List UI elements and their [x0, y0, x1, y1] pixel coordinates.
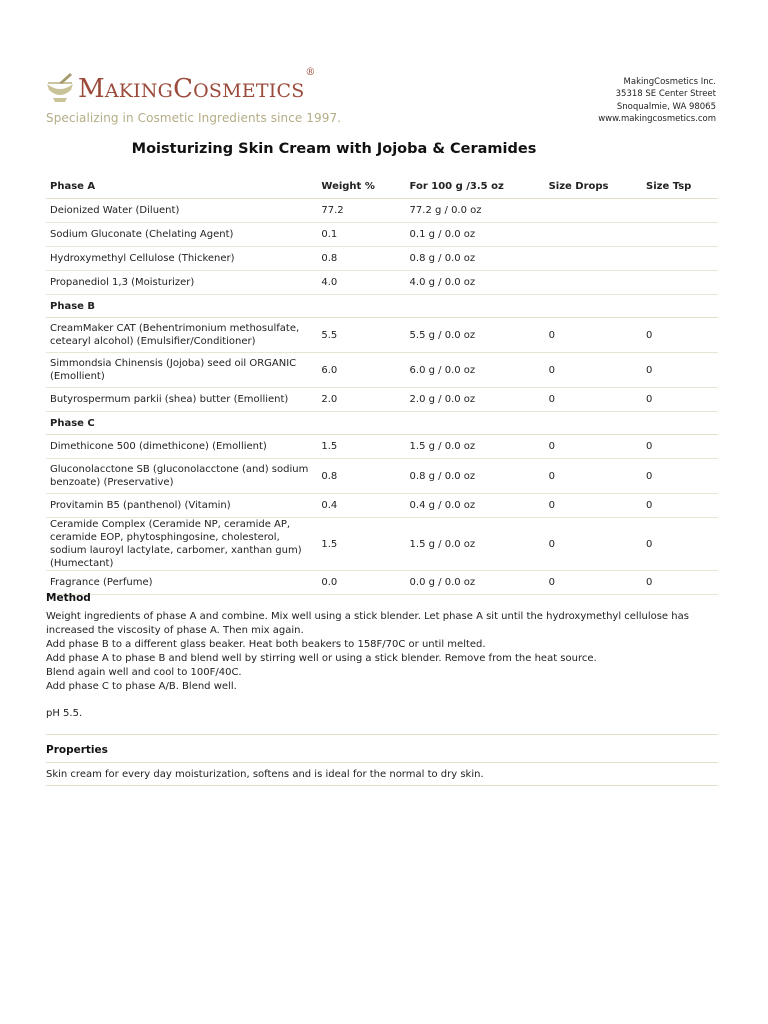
brand-tagline: Specializing in Cosmetic Ingredients since 1997. [46, 111, 342, 125]
column-header-drops: Size Drops [545, 174, 642, 199]
ingredient-name: Propanediol 1,3 (Moisturizer) [46, 271, 317, 295]
registered-mark: ® [305, 67, 316, 79]
size-tsp [642, 199, 718, 223]
amount-100g: 0.0 g / 0.0 oz [406, 571, 545, 595]
size-drops: 0 [545, 459, 642, 494]
ingredient-name: Fragrance (Perfume) [46, 571, 317, 595]
size-drops: 0 [545, 353, 642, 388]
column-header-weight: Weight % [317, 174, 405, 199]
amount-100g: 5.5 g / 0.0 oz [406, 318, 545, 353]
size-drops [545, 247, 642, 271]
phase-c-row [46, 412, 718, 435]
size-tsp: 0 [642, 318, 718, 353]
divider [46, 734, 718, 735]
size-drops [545, 271, 642, 295]
weight-percent: 1.5 [317, 518, 405, 571]
table-row [46, 271, 718, 295]
column-header-amount: For 100 g /3.5 oz [406, 174, 545, 199]
page-title: Moisturizing Skin Cream with Jojoba & Ceramides [131, 141, 537, 157]
divider [46, 762, 718, 763]
phase-label: Phase B [46, 295, 718, 318]
company-address [598, 76, 716, 126]
method-step: Blend again well and cool to 100F/40C. [46, 667, 242, 678]
amount-100g: 0.8 g / 0.0 oz [406, 459, 545, 494]
method-step: Weight ingredients of phase A and combine. Mix well using a stick blender. Let phase A sit until the hydroxymethyl cellulose has increased the viscosity of phase A. Then mix again. [46, 611, 689, 636]
amount-100g: 0.4 g / 0.0 oz [406, 494, 545, 518]
size-drops: 0 [545, 318, 642, 353]
ingredient-name: CreamMaker CAT (Behentrimonium methosulfate, cetearyl alcohol) (Emulsifier/Conditioner) [46, 318, 317, 353]
size-tsp: 0 [642, 494, 718, 518]
properties-text: Skin cream for every day moisturization, softens and is ideal for the normal to dry skin. [46, 769, 484, 780]
address-website: www.makingcosmetics.com [598, 114, 716, 125]
table-row [46, 518, 718, 571]
amount-100g: 2.0 g / 0.0 oz [406, 388, 545, 412]
table-header-row [46, 174, 718, 199]
weight-percent: 5.5 [317, 318, 405, 353]
size-tsp [642, 223, 718, 247]
weight-percent: 4.0 [317, 271, 405, 295]
size-drops: 0 [545, 388, 642, 412]
ingredient-name: Butyrospermum parkii (shea) butter (Emollient) [46, 388, 317, 412]
method-step: Add phase B to a different glass beaker. Heat both beakers to 158F/70C or until melted. [46, 639, 486, 650]
phase-b-row [46, 295, 718, 318]
ingredient-name: Ceramide Complex (Ceramide NP, ceramide AP, ceramide EOP, phytosphingosine, cholesterol, sodium lauroyl lactylate, carbomer, xanthan gum) (Humectant) [46, 518, 317, 571]
table-row [46, 435, 718, 459]
weight-percent: 0.0 [317, 571, 405, 595]
weight-percent: 0.8 [317, 459, 405, 494]
mortar-pestle-icon [44, 72, 76, 106]
weight-percent: 2.0 [317, 388, 405, 412]
weight-percent: 0.8 [317, 247, 405, 271]
ingredients-table [46, 174, 718, 595]
size-drops [545, 223, 642, 247]
address-city: Snoqualmie, WA 98065 [616, 101, 716, 112]
size-tsp: 0 [642, 388, 718, 412]
table-row [46, 353, 718, 388]
column-header-tsp: Size Tsp [642, 174, 718, 199]
size-tsp: 0 [642, 571, 718, 595]
table-row [46, 199, 718, 223]
phase-label: Phase C [46, 412, 718, 435]
amount-100g: 0.8 g / 0.0 oz [406, 247, 545, 271]
table-row [46, 223, 718, 247]
brand-name: MAKINGCOSMETICS® [78, 67, 316, 104]
method-heading: Method [46, 592, 91, 604]
ingredient-name: Gluconolacctone SB (gluconolacctone (and) sodium benzoate) (Preservative) [46, 459, 317, 494]
weight-percent: 6.0 [317, 353, 405, 388]
ingredient-name: Hydroxymethyl Cellulose (Thickener) [46, 247, 317, 271]
column-header-phase: Phase A [46, 174, 317, 199]
size-drops: 0 [545, 518, 642, 571]
weight-percent: 0.1 [317, 223, 405, 247]
address-company: MakingCosmetics Inc. [623, 77, 716, 87]
amount-100g: 1.5 g / 0.0 oz [406, 518, 545, 571]
size-drops: 0 [545, 435, 642, 459]
divider [46, 785, 718, 786]
ingredient-name: Sodium Gluconate (Chelating Agent) [46, 223, 317, 247]
amount-100g: 0.1 g / 0.0 oz [406, 223, 545, 247]
weight-percent: 1.5 [317, 435, 405, 459]
amount-100g: 77.2 g / 0.0 oz [406, 199, 545, 223]
ingredient-name: Dimethicone 500 (dimethicone) (Emollient) [46, 435, 317, 459]
amount-100g: 6.0 g / 0.0 oz [406, 353, 545, 388]
table-row [46, 388, 718, 412]
table-row [46, 318, 718, 353]
weight-percent: 77.2 [317, 199, 405, 223]
size-drops: 0 [545, 494, 642, 518]
amount-100g: 1.5 g / 0.0 oz [406, 435, 545, 459]
method-text [46, 610, 726, 694]
method-step: Add phase A to phase B and blend well by stirring well or using a stick blender. Remove from the heat source. [46, 653, 597, 664]
brand-logo [44, 67, 344, 130]
size-drops: 0 [545, 571, 642, 595]
table-row [46, 247, 718, 271]
table-row [46, 494, 718, 518]
size-tsp: 0 [642, 518, 718, 571]
ingredient-name: Deionized Water (Diluent) [46, 199, 317, 223]
properties-heading: Properties [46, 744, 108, 756]
size-tsp: 0 [642, 459, 718, 494]
weight-percent: 0.4 [317, 494, 405, 518]
address-street: 35318 SE Center Street [615, 89, 716, 100]
size-drops [545, 199, 642, 223]
size-tsp: 0 [642, 353, 718, 388]
page-header [0, 0, 768, 140]
ph-value: pH 5.5. [46, 708, 83, 719]
size-tsp: 0 [642, 435, 718, 459]
ingredient-name: Simmondsia Chinensis (Jojoba) seed oil ORGANIC (Emollient) [46, 353, 317, 388]
table-row [46, 571, 718, 595]
table-row [46, 459, 718, 494]
size-tsp [642, 247, 718, 271]
amount-100g: 4.0 g / 0.0 oz [406, 271, 545, 295]
method-step: Add phase C to phase A/B. Blend well. [46, 681, 237, 692]
ingredient-name: Provitamin B5 (panthenol) (Vitamin) [46, 494, 317, 518]
size-tsp [642, 271, 718, 295]
